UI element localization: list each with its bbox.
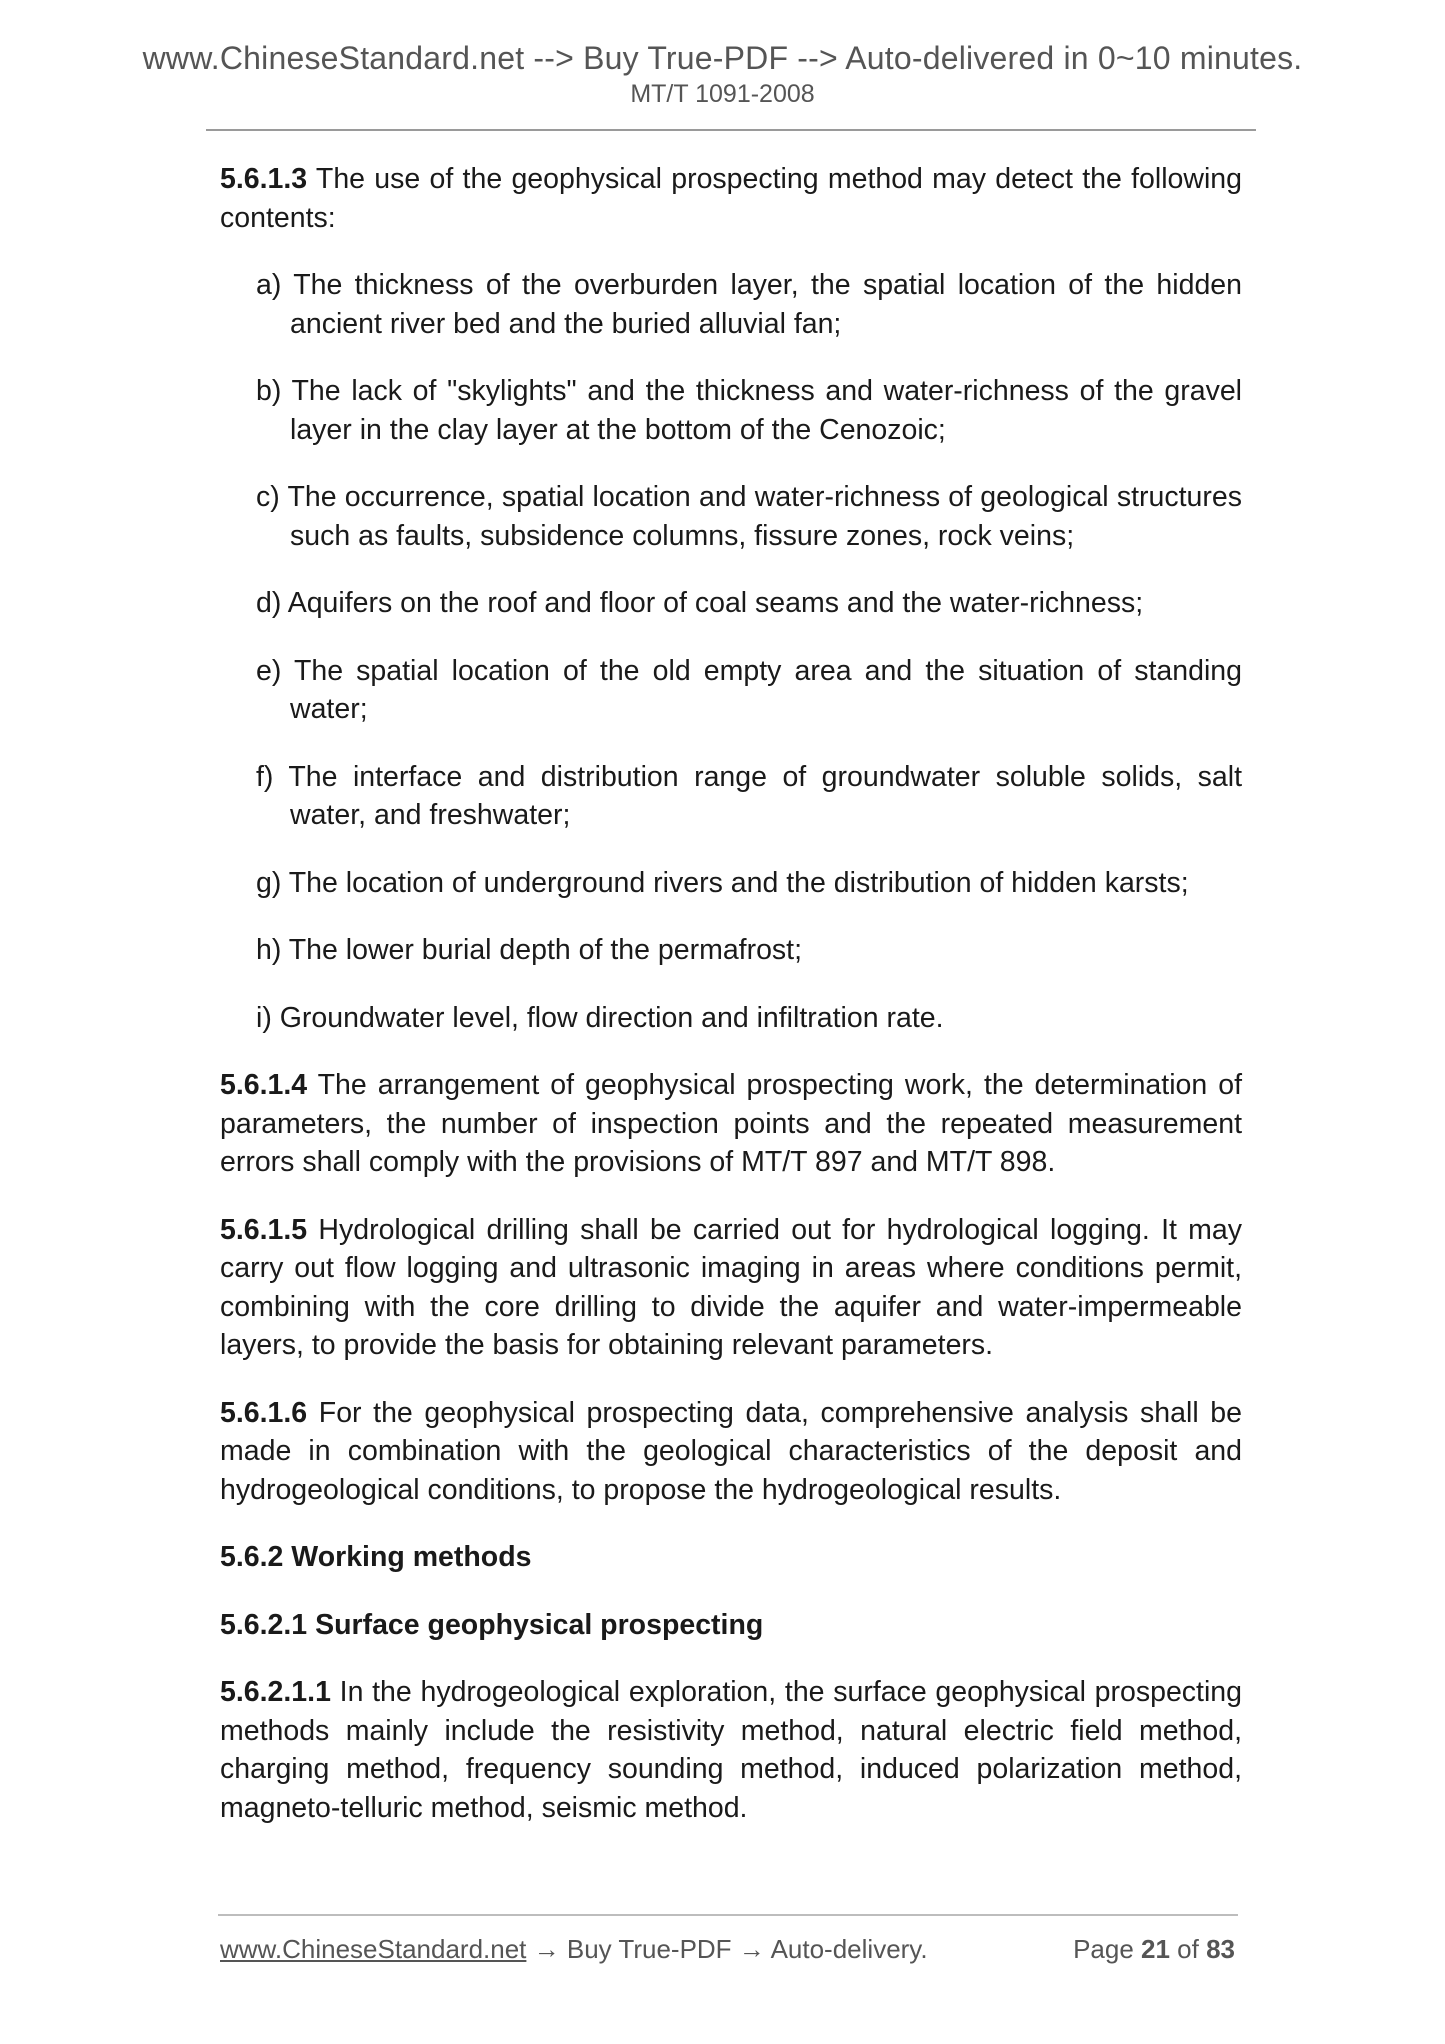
list-item-f <box>256 758 1242 835</box>
list-text: The interface and distribution range of groundwater soluble solids, salt water, and freshwater; <box>288 760 1242 831</box>
list-marker: e) <box>256 654 294 687</box>
clause-5-6-1-6 <box>220 1394 1242 1510</box>
list-marker: b) <box>256 375 292 407</box>
footer-promo <box>220 1932 928 1966</box>
list-item-c <box>256 478 1242 555</box>
clause-text: Hydrological drilling shall be carried out for hydrological logging. It may carry out flow logging and ultrasonic imaging in areas where conditions permit, combining with the core drilling to divide the aquifer and water-impermeable layers, to provide the basis for obtaining relevant parameters. <box>220 1213 1242 1361</box>
clause-5-6-1-5 <box>220 1211 1242 1365</box>
clause-number: 5.6.1.5 <box>220 1213 308 1246</box>
footer-promo-text: → Buy True-PDF → Auto-delivery. <box>526 1934 928 1964</box>
clause-text: For the geophysical prospecting data, comprehensive analysis shall be made in combination with the geological characteristics of the deposit and hydrogeological conditions, to propose the hydrogeological results. <box>220 1396 1242 1506</box>
clause-5-6-2-1-1 <box>220 1673 1242 1827</box>
clause-number: 5.6.1.3 <box>220 163 308 195</box>
header-divider <box>206 129 1256 131</box>
footer-site-link[interactable]: www.ChineseStandard.net <box>220 1934 527 1964</box>
list-marker: h) <box>256 934 289 966</box>
list-item-h <box>256 931 1242 970</box>
list-marker: c) <box>256 481 288 513</box>
document-id: MT/T 1091-2008 <box>630 80 815 108</box>
clause-5-6-1-4 <box>220 1066 1242 1182</box>
list-item-b <box>256 372 1242 449</box>
list-text: The lower burial depth of the permafrost; <box>288 934 803 966</box>
page-indicator <box>1073 1932 1235 1966</box>
page-word: Page <box>1073 1934 1142 1964</box>
list-text: Aquifers on the roof and floor of coal seams and the water-richness; <box>287 587 1144 619</box>
section-heading-5-6-2-1: 5.6.2.1 Surface geophysical prospecting <box>220 1608 764 1641</box>
total-page-count: 83 <box>1206 1934 1235 1964</box>
clause-5-6-1-3 <box>220 160 1242 237</box>
clause-number: 5.6.2.1.1 <box>220 1676 331 1708</box>
list-marker: a) <box>256 269 294 301</box>
list-item-d <box>256 584 1242 623</box>
clause-text: The arrangement of geophysical prospecting work, the determination of parameters, the number of inspection points and the repeated measurement errors shall comply with the provisions of MT/T 897 and MT/T 898. <box>220 1069 1242 1178</box>
clause-number: 5.6.1.4 <box>220 1069 308 1101</box>
list-marker: d) <box>256 587 288 619</box>
list-item-e <box>256 652 1242 729</box>
list-text: The thickness of the overburden layer, the spatial location of the hidden ancient river bed and the buried alluvial fan; <box>290 269 1242 340</box>
list-marker: f) <box>256 760 289 793</box>
clause-text: In the hydrogeological exploration, the surface geophysical prospecting methods mainly include the resistivity method, natural electric field method, charging method, frequency sounding method, induced polarization method, magneto-telluric method, seismic method. <box>220 1676 1242 1824</box>
clause-number: 5.6.1.6 <box>220 1396 308 1429</box>
clause-text: The use of the geophysical prospecting method may detect the following contents: <box>220 163 1242 234</box>
list-item-i <box>256 999 1242 1038</box>
footer-divider <box>218 1914 1238 1916</box>
list-text: Groundwater level, flow direction and infiltration rate. <box>279 1001 944 1034</box>
list-item-a <box>256 266 1242 343</box>
document-body <box>220 160 1242 1856</box>
header-banner[interactable]: www.ChineseStandard.net --> Buy True-PDF --> Auto-delivered in 0~10 minutes. <box>142 40 1303 76</box>
list-marker: g) <box>256 866 289 899</box>
list-item-g <box>256 864 1242 903</box>
list-marker: i) <box>256 1001 280 1034</box>
of-word: of <box>1169 1934 1207 1964</box>
list-text: The location of underground rivers and the distribution of hidden karsts; <box>288 866 1189 899</box>
page-header <box>0 38 1445 110</box>
section-heading-5-6-2: 5.6.2 Working methods <box>220 1541 532 1573</box>
list-text: The lack of "skylights" and the thickness and water-richness of the gravel layer in the clay layer at the bottom of the Cenozoic; <box>290 375 1242 446</box>
list-text: The spatial location of the old empty area and the situation of standing water; <box>290 654 1242 725</box>
current-page-number: 21 <box>1141 1934 1170 1964</box>
list-text: The occurrence, spatial location and water-richness of geological structures such as faults, subsidence columns, fissure zones, rock veins; <box>287 481 1242 552</box>
